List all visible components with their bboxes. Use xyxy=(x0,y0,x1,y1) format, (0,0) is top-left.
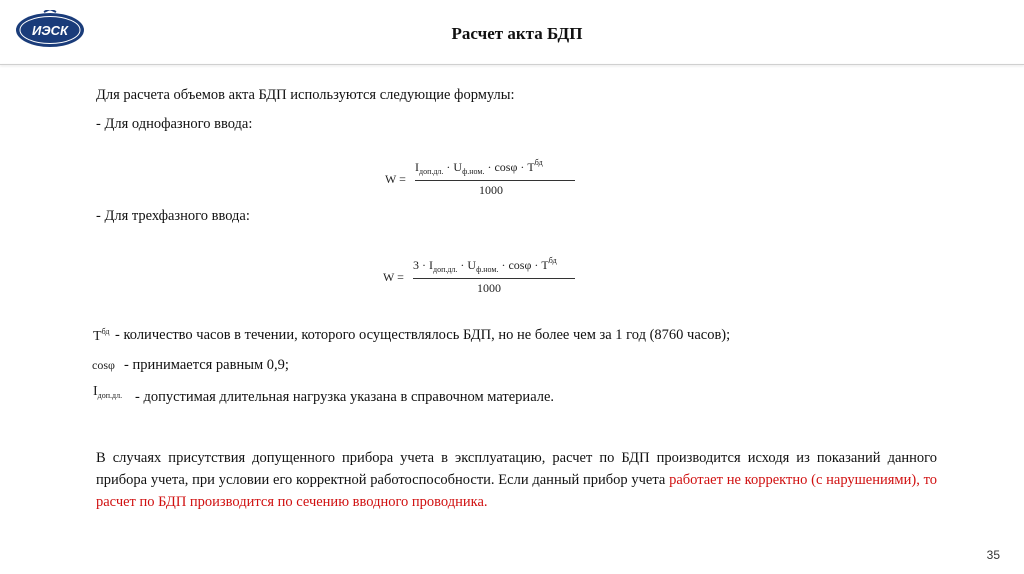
conclusion-paragraph xyxy=(96,447,937,513)
formula-numerator: $I_{доп.дл.} \cdot U_{ф.ном.} \cdot \cos\varphi \cdot T^{бд}$ xyxy=(415,158,543,176)
paragraph-highlight: работает не корректно (с нарушениями), то расчет по БДП производится по сечению вводного проводника. xyxy=(96,472,937,510)
three-phase-label: - Для трехфазного ввода: xyxy=(96,208,250,224)
formula-lhs: W = xyxy=(385,172,406,186)
formula-numerator: $3 \cdot I_{доп.дл.} \cdot U_{ф.ном.} \cdot \cos\varphi \cdot T^{бд}$ xyxy=(413,256,557,274)
single-phase-label: - Для однофазного ввода: xyxy=(96,116,253,132)
intro-text: Для расчета объемов акта БДП используются следующие формулы: xyxy=(96,87,515,103)
paragraph-text: В случаях присутствия допущенного прибора учета в эксплуатацию, расчет по БДП производится исходя из показаний данного прибора учета, при условии его корректной работоспособности. Если данный прибор учета xyxy=(96,450,937,488)
formula-lhs: W = xyxy=(383,270,404,284)
formula-denominator: 1000 xyxy=(479,183,503,197)
header-divider xyxy=(0,64,1024,65)
page-number: 35 xyxy=(986,548,1000,562)
fraction-bar xyxy=(415,180,575,181)
fraction-bar xyxy=(413,278,575,279)
formula-denominator: 1000 xyxy=(477,281,501,295)
formula-single-phase xyxy=(385,158,585,202)
page-title: Расчет акта БДП xyxy=(451,24,583,43)
logo-text: ИЭСК xyxy=(31,23,69,38)
formula-three-phase xyxy=(383,256,583,300)
